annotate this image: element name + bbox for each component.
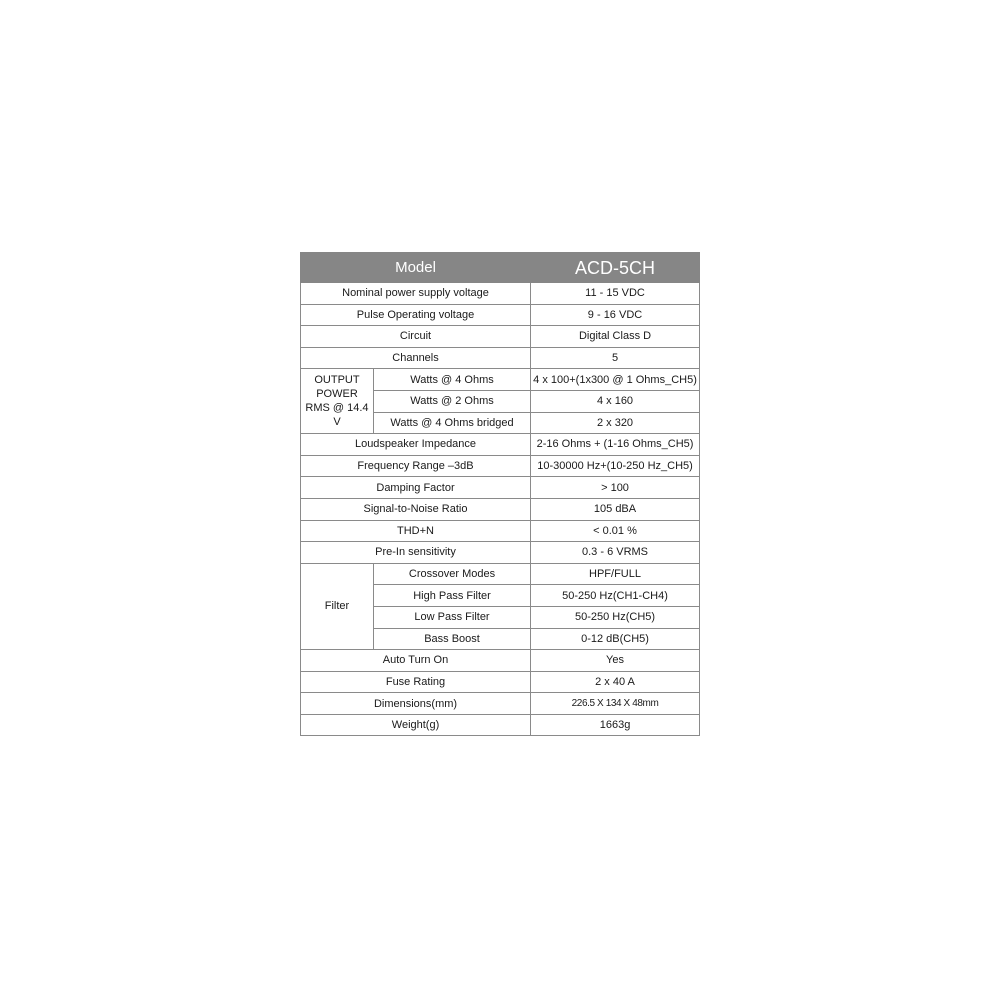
row-label: Bass Boost (374, 628, 531, 650)
table-row (301, 283, 700, 305)
table-row (301, 520, 700, 542)
row-value: > 100 (531, 477, 700, 499)
row-value: 50-250 Hz(CH1-CH4) (531, 585, 700, 607)
row-label: Dimensions(mm) (301, 693, 531, 715)
table-row (301, 563, 700, 585)
row-label: Nominal power supply voltage (301, 283, 531, 305)
row-label: Low Pass Filter (374, 606, 531, 628)
model-header-label: Model (301, 253, 531, 283)
table-row (301, 693, 700, 715)
row-label: Damping Factor (301, 477, 531, 499)
row-label: Watts @ 2 Ohms (374, 390, 531, 412)
row-label: Watts @ 4 Ohms bridged (374, 412, 531, 434)
filter-group-label: Filter (301, 563, 374, 649)
row-value: 2-16 Ohms + (1-16 Ohms_CH5) (531, 434, 700, 456)
table-row (301, 542, 700, 564)
row-value: Digital Class D (531, 326, 700, 348)
row-label: Watts @ 4 Ohms (374, 369, 531, 391)
row-label: High Pass Filter (374, 585, 531, 607)
row-label: Loudspeaker Impedance (301, 434, 531, 456)
row-value: Yes (531, 650, 700, 672)
table-row (301, 434, 700, 456)
model-header-value: ACD-5CH (531, 253, 700, 283)
row-value: 4 x 100+(1x300 @ 1 Ohms_CH5) (531, 369, 700, 391)
row-label: Fuse Rating (301, 671, 531, 693)
table-row (301, 326, 700, 348)
row-value: 10-30000 Hz+(10-250 Hz_CH5) (531, 455, 700, 477)
row-value: 11 - 15 VDC (531, 283, 700, 305)
table-row (301, 304, 700, 326)
table-row (301, 347, 700, 369)
row-value: 2 x 320 (531, 412, 700, 434)
row-label: Pulse Operating voltage (301, 304, 531, 326)
spec-table (300, 252, 700, 736)
table-row (301, 671, 700, 693)
row-value: 226.5 X 134 X 48mm (531, 693, 700, 715)
row-value: 9 - 16 VDC (531, 304, 700, 326)
table-row (301, 498, 700, 520)
row-value: < 0.01 % (531, 520, 700, 542)
row-value: 4 x 160 (531, 390, 700, 412)
row-value: HPF/FULL (531, 563, 700, 585)
row-value: 5 (531, 347, 700, 369)
row-label: Channels (301, 347, 531, 369)
row-label: Weight(g) (301, 714, 531, 736)
header-row (301, 253, 700, 283)
row-label: Crossover Modes (374, 563, 531, 585)
table-row (301, 714, 700, 736)
row-label: Signal-to-Noise Ratio (301, 498, 531, 520)
row-label: Circuit (301, 326, 531, 348)
table-row (301, 369, 700, 391)
output-power-group-label: OUTPUT POWER RMS @ 14.4 V (301, 369, 374, 434)
row-value: 1663g (531, 714, 700, 736)
row-label: Frequency Range –3dB (301, 455, 531, 477)
row-value: 0.3 - 6 VRMS (531, 542, 700, 564)
row-value: 2 x 40 A (531, 671, 700, 693)
table-row (301, 455, 700, 477)
table-row (301, 650, 700, 672)
row-label: Auto Turn On (301, 650, 531, 672)
row-value: 0-12 dB(CH5) (531, 628, 700, 650)
table-row (301, 477, 700, 499)
row-label: Pre-In sensitivity (301, 542, 531, 564)
row-value: 105 dBA (531, 498, 700, 520)
row-label: THD+N (301, 520, 531, 542)
row-value: 50-250 Hz(CH5) (531, 606, 700, 628)
